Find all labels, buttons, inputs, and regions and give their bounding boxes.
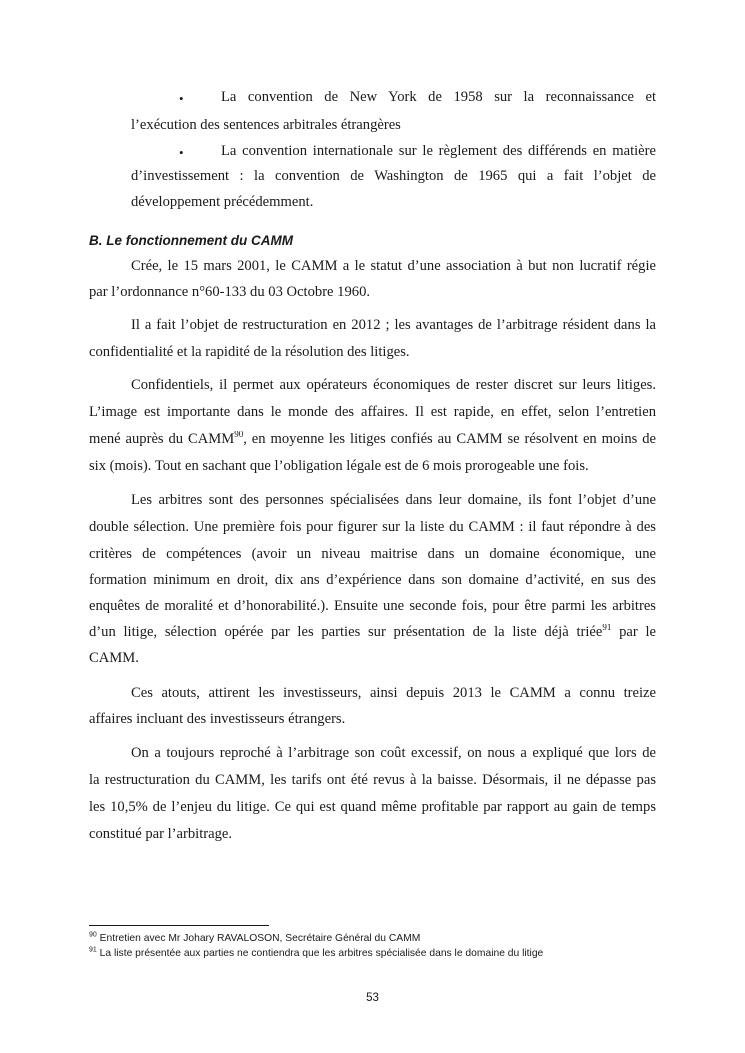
bullet-symbol: • xyxy=(179,145,184,160)
paragraph-line: Confidentiels, il permet aux opérateurs économiques de rester discret sur leurs litiges. xyxy=(131,377,656,393)
paragraph-line: Les arbitres sont des personnes spécialisées dans leur domaine, ils font l’objet d’une xyxy=(131,492,656,508)
paragraph-line: les 10,5% de l’enjeu du litige. Ce qui est quand même profitable par rapport au gain de temps xyxy=(89,799,656,815)
text-run: par le xyxy=(611,624,656,640)
footnote xyxy=(89,933,420,944)
paragraph-line: par l’ordonnance n°60-133 du 03 Octobre 1960. xyxy=(89,284,371,300)
footnote-ref[interactable]: 90 xyxy=(234,431,244,440)
footnote-text: Entretien avec Mr Johary RAVALOSON, Secrétaire Général du CAMM xyxy=(99,933,421,944)
footnote-ref[interactable]: 91 xyxy=(602,624,612,633)
bullet-text: La convention de New York de 1958 sur la reconnaissance et xyxy=(221,89,656,105)
footnote-separator xyxy=(89,925,269,926)
bullet-text: l’exécution des sentences arbitrales étrangères xyxy=(131,117,401,133)
paragraph-line: constitué par l’arbitrage. xyxy=(89,826,233,842)
paragraph-line xyxy=(89,431,656,448)
bullet-text: développement précédemment. xyxy=(131,194,314,210)
footnote-text: La liste présentée aux parties ne contiendra que les arbitres spécialisée dans le domaine du litige xyxy=(99,948,544,959)
text-run: d’un litige, sélection opérée par les parties sur présentation de la liste déjà triée xyxy=(89,624,603,640)
paragraph-line: confidentialité et la rapidité de la résolution des litiges. xyxy=(89,344,410,360)
paragraph-line xyxy=(89,624,656,641)
paragraph-line: Ces atouts, attirent les investisseurs, ainsi depuis 2013 le CAMM a connu treize xyxy=(131,685,656,701)
paragraph-line: Crée, le 15 mars 2001, le CAMM a le statut d’une association à but non lucratif régie xyxy=(131,258,656,274)
bullet-symbol: • xyxy=(179,91,184,106)
footnote-number: 90 xyxy=(89,931,97,939)
paragraph-line: enquêtes de moralité et d’honorabilité.). Ensuite une seconde fois, pour être parmi les arbitres xyxy=(89,598,656,614)
bullet-text: La convention internationale sur le règlement des différends en matière xyxy=(221,143,656,159)
page-number: 53 xyxy=(366,992,379,1004)
paragraph-line: L’image est importante dans le monde des affaires. Il est rapide, en effet, selon l’entretien xyxy=(89,404,656,420)
paragraph-line: six (mois). Tout en sachant que l’obligation légale est de 6 mois prorogeable une fois. xyxy=(89,458,589,474)
text-run: , en moyenne les litiges confiés au CAMM se résolvent en moins de xyxy=(243,431,656,447)
footnote xyxy=(89,948,543,959)
paragraph-line: CAMM. xyxy=(89,650,139,666)
section-heading: B. Le fonctionnement du CAMM xyxy=(89,233,293,248)
paragraph-line: double sélection. Une première fois pour figurer sur la liste du CAMM : il faut répondre à des xyxy=(89,519,656,535)
paragraph-line: formation minimum en droit, dix ans d’expérience dans son domaine d’activité, en sus des xyxy=(89,572,656,588)
paragraph-line: On a toujours reproché à l’arbitrage son coût excessif, on nous a expliqué que lors de xyxy=(131,745,656,761)
paragraph-line: critères de compétences (avoir un niveau maitrise dans un domaine économique, une xyxy=(89,546,656,562)
paragraph-line: Il a fait l’objet de restructuration en 2012 ; les avantages de l’arbitrage résident dans la xyxy=(131,317,656,333)
footnote-number: 91 xyxy=(89,946,97,954)
text-run: mené auprès du CAMM xyxy=(89,431,235,447)
bullet-text: d’investissement : la convention de Washington de 1965 qui a fait l’objet de xyxy=(131,168,656,184)
paragraph-line: affaires incluant des investisseurs étrangers. xyxy=(89,711,346,727)
paragraph-line: la restructuration du CAMM, les tarifs ont été revus à la baisse. Désormais, il ne dépasse pas xyxy=(89,772,656,788)
